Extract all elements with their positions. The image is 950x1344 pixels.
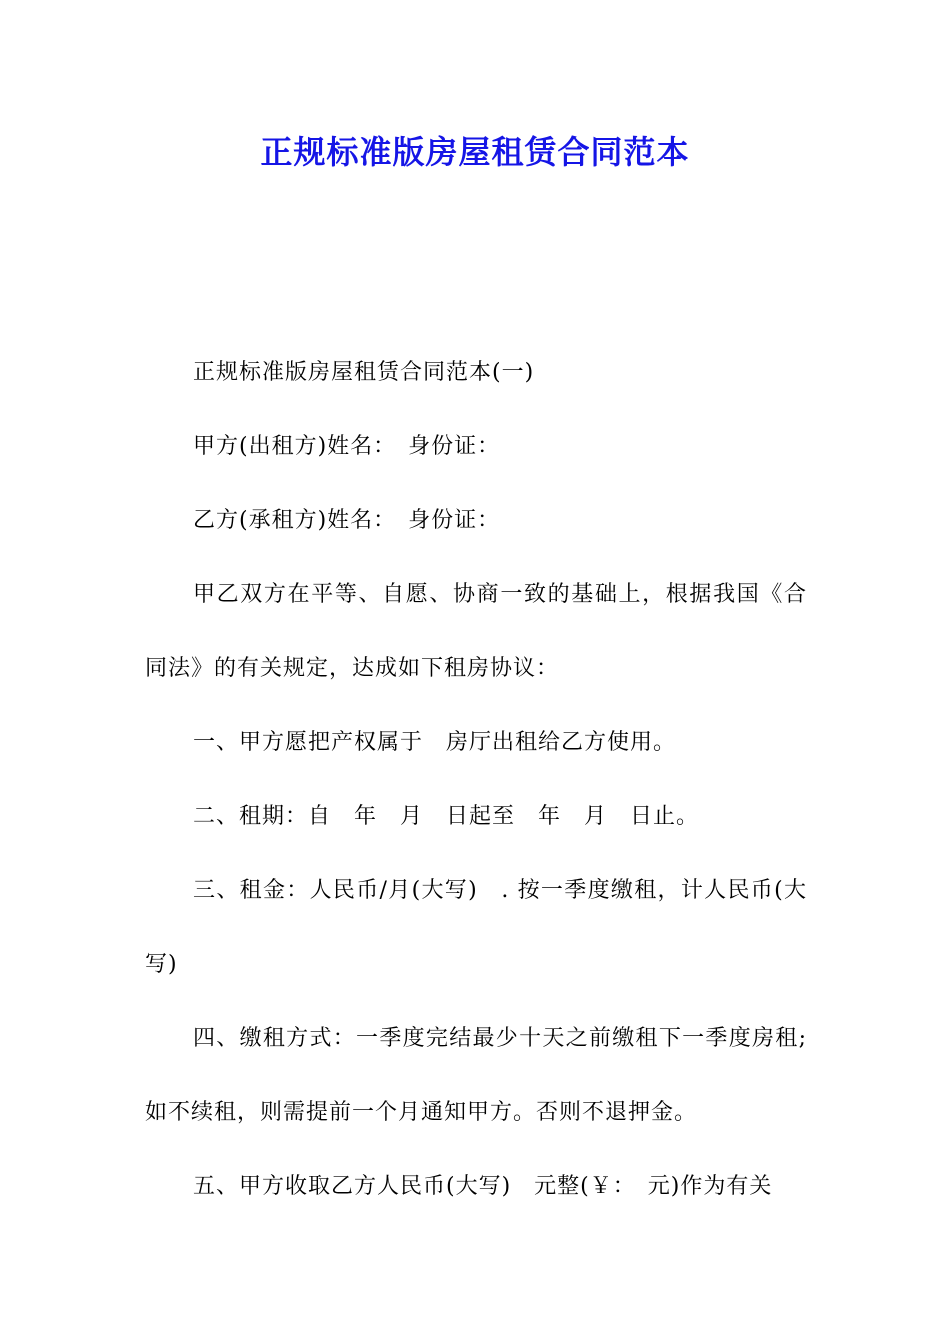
paragraph-party-b: 乙方(承租方)姓名： 身份证：: [193, 508, 501, 533]
paragraph-clause-1: 一、甲方愿把产权属于 房厅出租给乙方使用。: [193, 730, 677, 755]
document-title: 正规标准版房屋租赁合同范本: [260, 133, 690, 171]
paragraph-preamble: 甲乙双方在平等、自愿、协商一致的基础上，根据我国《合同法》的有关规定，达成如下租房协议：: [145, 582, 807, 681]
paragraph-clause-3: 三、租金：人民币/月(大写) . 按一季度缴租，计人民币(大写): [145, 878, 807, 977]
paragraph-party-a: 甲方(出租方)姓名： 身份证：: [193, 434, 501, 459]
paragraph-clause-2: 二、租期：自 年 月 日起至 年 月 日止。: [193, 804, 700, 829]
paragraph-clause-4: 四、缴租方式：一季度完结最少十天之前缴租下一季度房租;如不续租，则需提前一个月通知甲方。否则不退押金。: [145, 1026, 807, 1125]
paragraph-subtitle: 正规标准版房屋租赁合同范本(一): [193, 360, 535, 385]
paragraph-clause-5: 五、甲方收取乙方人民币(大写) 元整(￥： 元)作为有关: [193, 1174, 773, 1199]
document-body: [145, 336, 807, 1224]
